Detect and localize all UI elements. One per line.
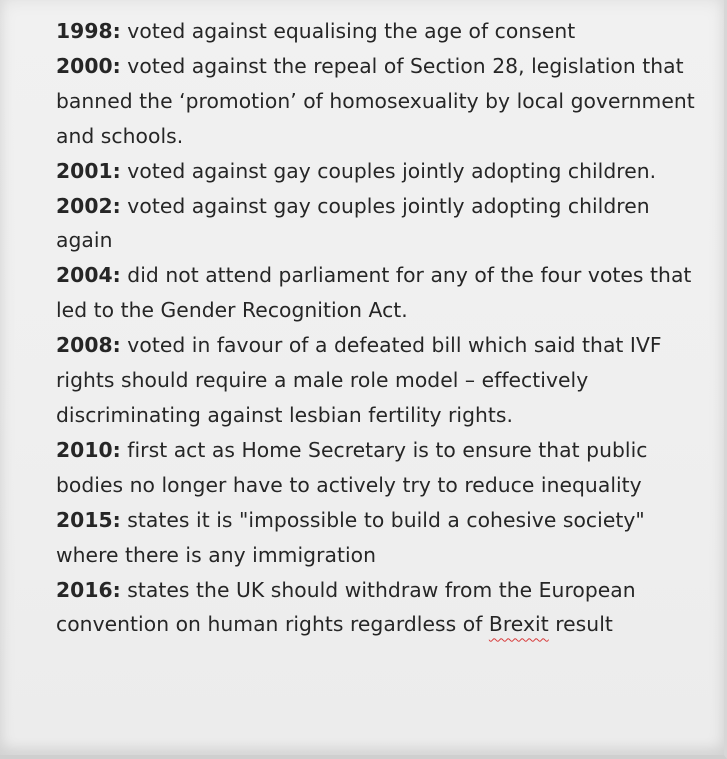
entry-2004 [56,258,706,328]
entry-text: voted in favour of a defeated bill which said that IVF rights should require a male role model – effectively discriminating against lesbian fertility rights. [56,333,662,427]
entry-year: 1998: [56,19,121,43]
entry-2001 [56,154,706,189]
entry-year: 2002: [56,193,121,218]
misspelled-word[interactable]: Brexit [488,612,549,637]
entry-year: 2010: [56,437,121,462]
entry-text: states the UK should withdraw from the European convention on human rights regardless of [56,577,636,637]
entry-year: 2008: [56,333,121,358]
entry-text: first act as Home Secretary is to ensure that public bodies no longer have to actively try to reduce inequality [56,437,648,497]
entry-2015 [56,503,706,573]
entry-text: voted against the repeal of Section 28, legislation that banned the ‘promotion’ of homosexuality by local government and schools. [56,53,695,148]
entry-year: 2004: [56,263,121,288]
entry-2002 [56,189,706,259]
entry-text: states it is "impossible to build a cohesive society" where there is any immigration [56,507,645,567]
entry-year: 2001: [56,158,121,183]
entry-year: 2016: [56,577,121,602]
entry-tail: result [548,612,613,637]
entry-text: did not attend parliament for any of the four votes that led to the Gender Recognition Act. [56,263,692,323]
entry-1998 [56,14,706,49]
entry-2000 [56,49,706,154]
entry-2010 [56,433,706,503]
entry-year: 2015: [56,507,121,532]
entry-text: voted against gay couples jointly adopting children. [120,158,657,183]
entry-year: 2000: [56,53,121,78]
entry-2016 [56,573,706,643]
entry-text: voted against equalising the age of consent [120,19,576,43]
entry-text: voted against gay couples jointly adopting children again [56,193,650,253]
notes-text[interactable] [56,14,706,642]
entry-2008 [56,328,706,433]
